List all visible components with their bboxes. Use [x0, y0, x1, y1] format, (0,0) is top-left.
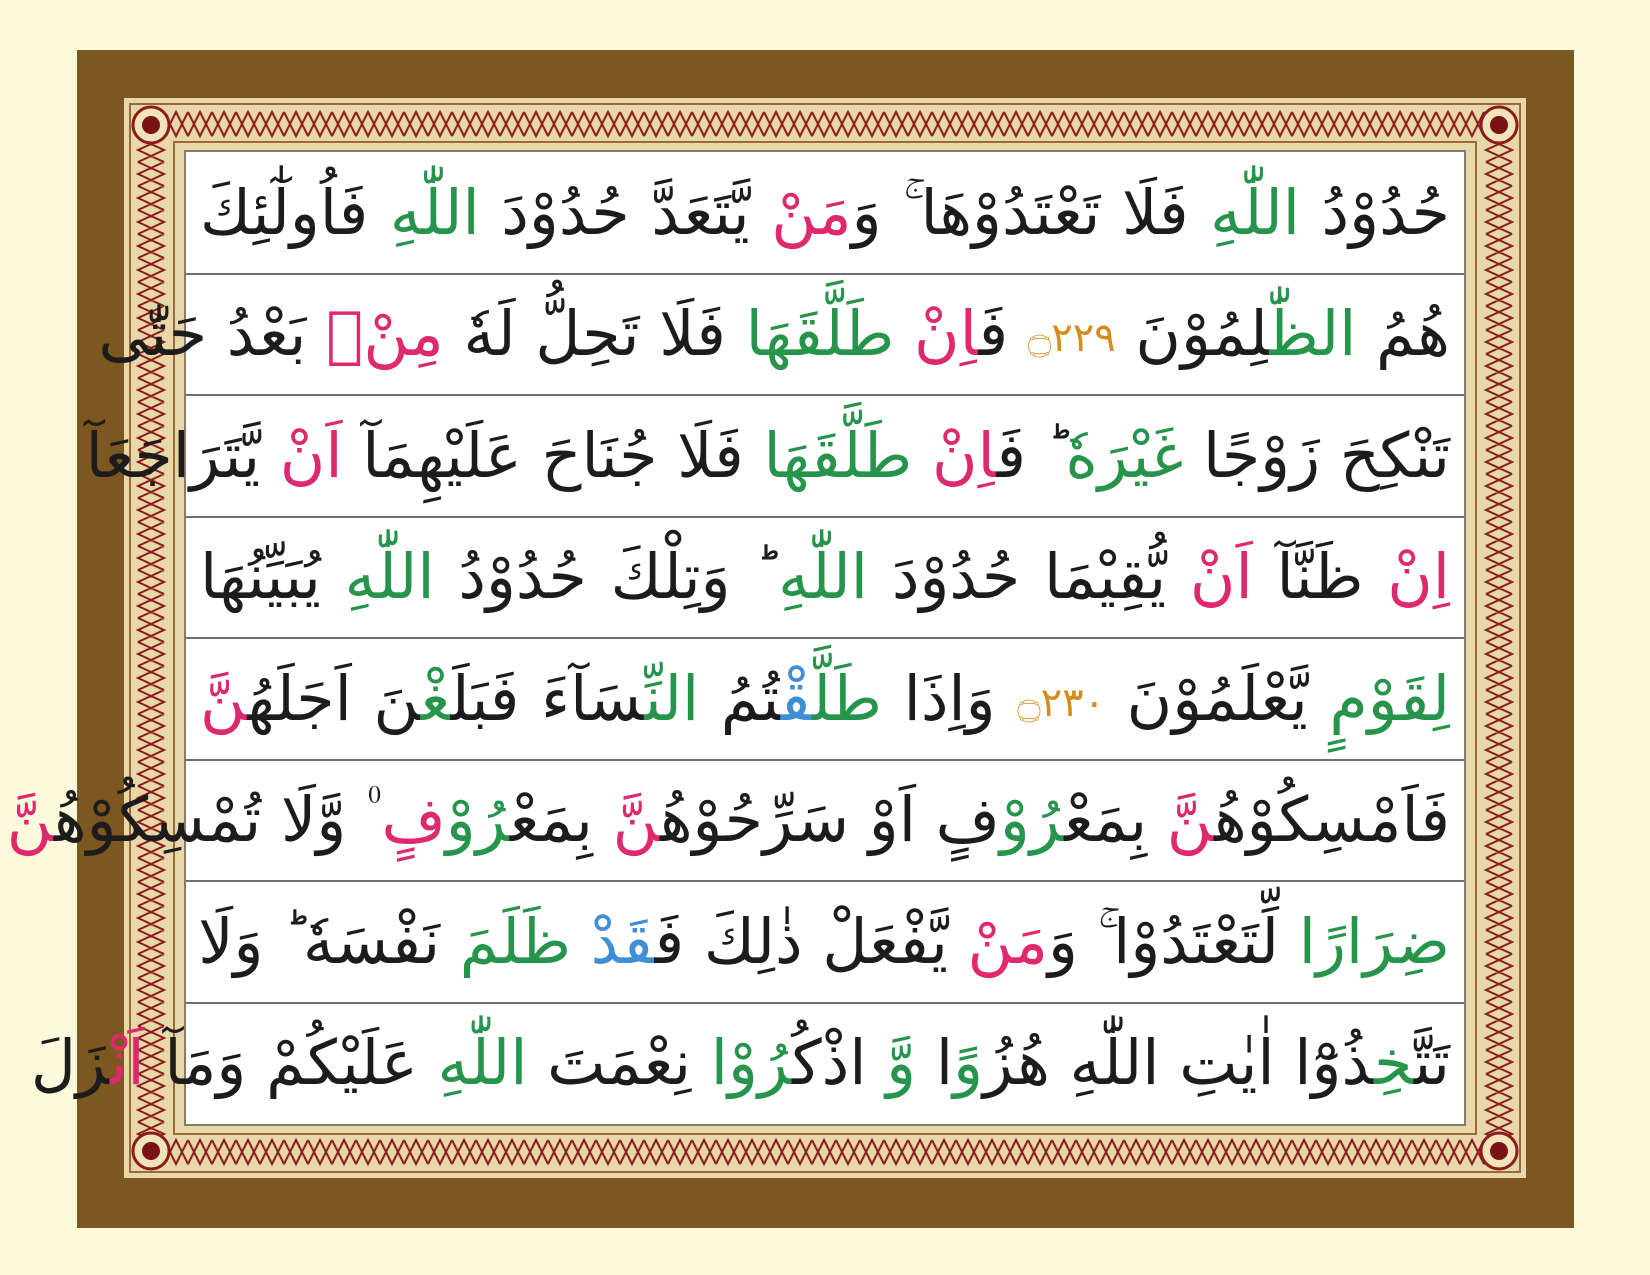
verse-word-segment: اِنْ [931, 418, 997, 492]
verse-word-segment: فَلَا تَحِلُّ لَهٗ [443, 297, 746, 371]
verse-word-segment: طَلَّقَهَا [745, 297, 915, 371]
verse-word-segment: مَنْ [967, 904, 1048, 978]
verse-line-3 [85, 395, 1464, 517]
verse-word-segment: هُمُ [1356, 297, 1450, 371]
verse-word-segment: حُدُوْدُ [1300, 175, 1450, 249]
verse-word-segment: يَّتَرَاجَعَآ [85, 418, 280, 492]
verse-text [30, 1026, 1450, 1100]
verse-word-segment: فَ [978, 297, 1028, 371]
verse-word-segment: يَّعْلَمُوْنَ [1105, 661, 1330, 735]
verse-line-7 [186, 881, 1464, 1003]
verse-word-segment: مِنْۢ [326, 297, 444, 371]
verse-text [200, 540, 1450, 614]
verse-line-6 [6, 760, 1464, 882]
decorative-border [6, 98, 1526, 1178]
verse-word-segment: بِمَعْ [509, 783, 613, 857]
verse-word-segment: اِنْ [914, 297, 979, 371]
verse-line-8 [30, 1003, 1464, 1125]
verse-word-segment: نَفْسَهٗ ؕ وَلَا [198, 904, 460, 978]
verse-word-segment: تَنْكِحَ زَوْجًا [1183, 418, 1450, 492]
verse-word-segment: اللّٰهِ [437, 1026, 528, 1100]
verse-text [85, 418, 1450, 492]
verse-word-segment: لِقَوْمٍ [1329, 661, 1451, 735]
verse-word-segment: لِمُوْنَ [1115, 297, 1270, 371]
verse-word-segment: زَلَ [30, 1026, 111, 1100]
verse-word-segment: اللّٰهِ [344, 540, 435, 614]
verse-word-segment: بِمَعْ [1064, 783, 1167, 857]
verse-word-segment: سَآءَ فَبَلَ [450, 661, 645, 735]
verse-word-segment: وً [953, 1026, 984, 1100]
verse-line-1 [186, 152, 1464, 274]
verse-word-segment: ؕ فَ [996, 418, 1066, 492]
verse-word-segment: اللّٰهِ [1210, 175, 1301, 249]
verse-word-segment: فٍ [381, 783, 446, 857]
verse-word-segment: نَّ [1166, 783, 1214, 857]
ayah-number-marker: ۝٢٣٠ [1017, 679, 1106, 726]
verse-word-segment: وَّ [886, 1026, 917, 1100]
ayah-number-marker: ۝٢٢٩ [1027, 315, 1116, 362]
verse-word-segment: ذُوْٓا اٰيٰتِ اللّٰهِ هُزُ [983, 1026, 1374, 1100]
verse-word-segment: نَّ [612, 783, 660, 857]
verse-word-segment: الظّٰ [1269, 297, 1357, 371]
verse-word-segment: تَتَّ [1414, 1026, 1450, 1100]
verse-word-segment: اَنْ [1189, 540, 1253, 614]
verse-word-segment: النِّ [644, 661, 700, 735]
verse-word-segment: يَّفْعَلْ ذٰلِكَ فَ [654, 904, 968, 978]
verse-word-segment: اذْكُ [792, 1026, 887, 1100]
verse-word-segment: اللّٰهِ [389, 175, 480, 249]
verse-text [198, 904, 1450, 978]
verse-word-segment: رُوْ [445, 783, 510, 857]
verse-text [6, 783, 1450, 857]
verse-line-5 [186, 638, 1464, 760]
verse-word-segment: رُوْ [999, 783, 1065, 857]
verse-word-segment: اَنْ [279, 418, 343, 492]
verse-word-segment: يَّتَعَدَّ حُدُوْدَ [479, 175, 772, 249]
verse-word-segment: مَنْ [771, 175, 852, 249]
verse-word-segment: لِّتَعْتَدُوْا ۚ وَ [1047, 904, 1299, 978]
verse-word-segment: ضِرَارًا [1298, 904, 1450, 978]
verse-word-segment: اللّٰهِ [778, 540, 869, 614]
verse-text [98, 297, 1450, 371]
verse-word-segment: قَدْ [590, 904, 655, 978]
verse-word-segment: غَيْرَهٗ [1065, 418, 1184, 492]
verse-word-segment: يُّقِيْمَا حُدُوْدَ [868, 540, 1190, 614]
verse-word-segment: وَاِذَا [882, 661, 1018, 735]
quran-text-panel [6, 150, 1466, 1126]
verse-word-segment: رُوْا [710, 1026, 793, 1100]
verse-word-segment: طَلَّقَهَا [763, 418, 932, 492]
verse-word-segment: يُبَيِّنُهَا [200, 540, 345, 614]
verse-text [200, 661, 1451, 735]
verse-word-segment: نَ اَجَلَهُ [247, 661, 421, 735]
verse-word-segment: بَعْدُ حَتّٰى [98, 297, 327, 371]
verse-word-segment: نَّ [6, 783, 54, 857]
verse-line-4 [186, 517, 1464, 639]
verse-word-segment: طَلَّ [812, 661, 883, 735]
verse-word-segment: غْ [420, 661, 451, 735]
verse-word-segment: ظَنَّآ [1252, 540, 1388, 614]
verse-word-segment: عَلَيْكُمْ وَمَآ [144, 1026, 438, 1100]
verse-word-segment: تُمُ [699, 661, 781, 735]
verse-word-segment: فٍ اَوْ سَرِّحُوْهُ [659, 783, 1000, 857]
verse-word-segment: ظَلَمَ [459, 904, 591, 978]
verse-line-2 [98, 274, 1464, 396]
verse-word-segment: اِنْ [1387, 540, 1450, 614]
verse-word-segment: خِ [1374, 1026, 1415, 1100]
verse-word-segment: فَلَا جُنَاحَ عَلَيْهِمَآ [342, 418, 764, 492]
verse-word-segment: نِعْمَتَ [527, 1026, 711, 1100]
verse-word-segment: ا [916, 1026, 954, 1100]
verse-word-segment: فَاَمْسِكُوْهُ [1213, 783, 1450, 857]
verse-word-segment: فَاُولٰٓئِكَ [200, 175, 390, 249]
verse-word-segment: ۠ وَّلَا تُمْسِكُوْهُ [53, 783, 382, 857]
verse-word-segment: قْ [780, 661, 813, 735]
verse-word-segment: فَلَا تَعْتَدُوْهَا ۚ وَ [851, 175, 1211, 249]
verse-word-segment: ؕ وَتِلْكَ حُدُوْدُ [434, 540, 779, 614]
verse-text [200, 175, 1450, 249]
verse-word-segment: نَّ [200, 661, 248, 735]
verse-word-segment: اَنْ [110, 1026, 145, 1100]
outer-frame [6, 50, 1574, 1228]
